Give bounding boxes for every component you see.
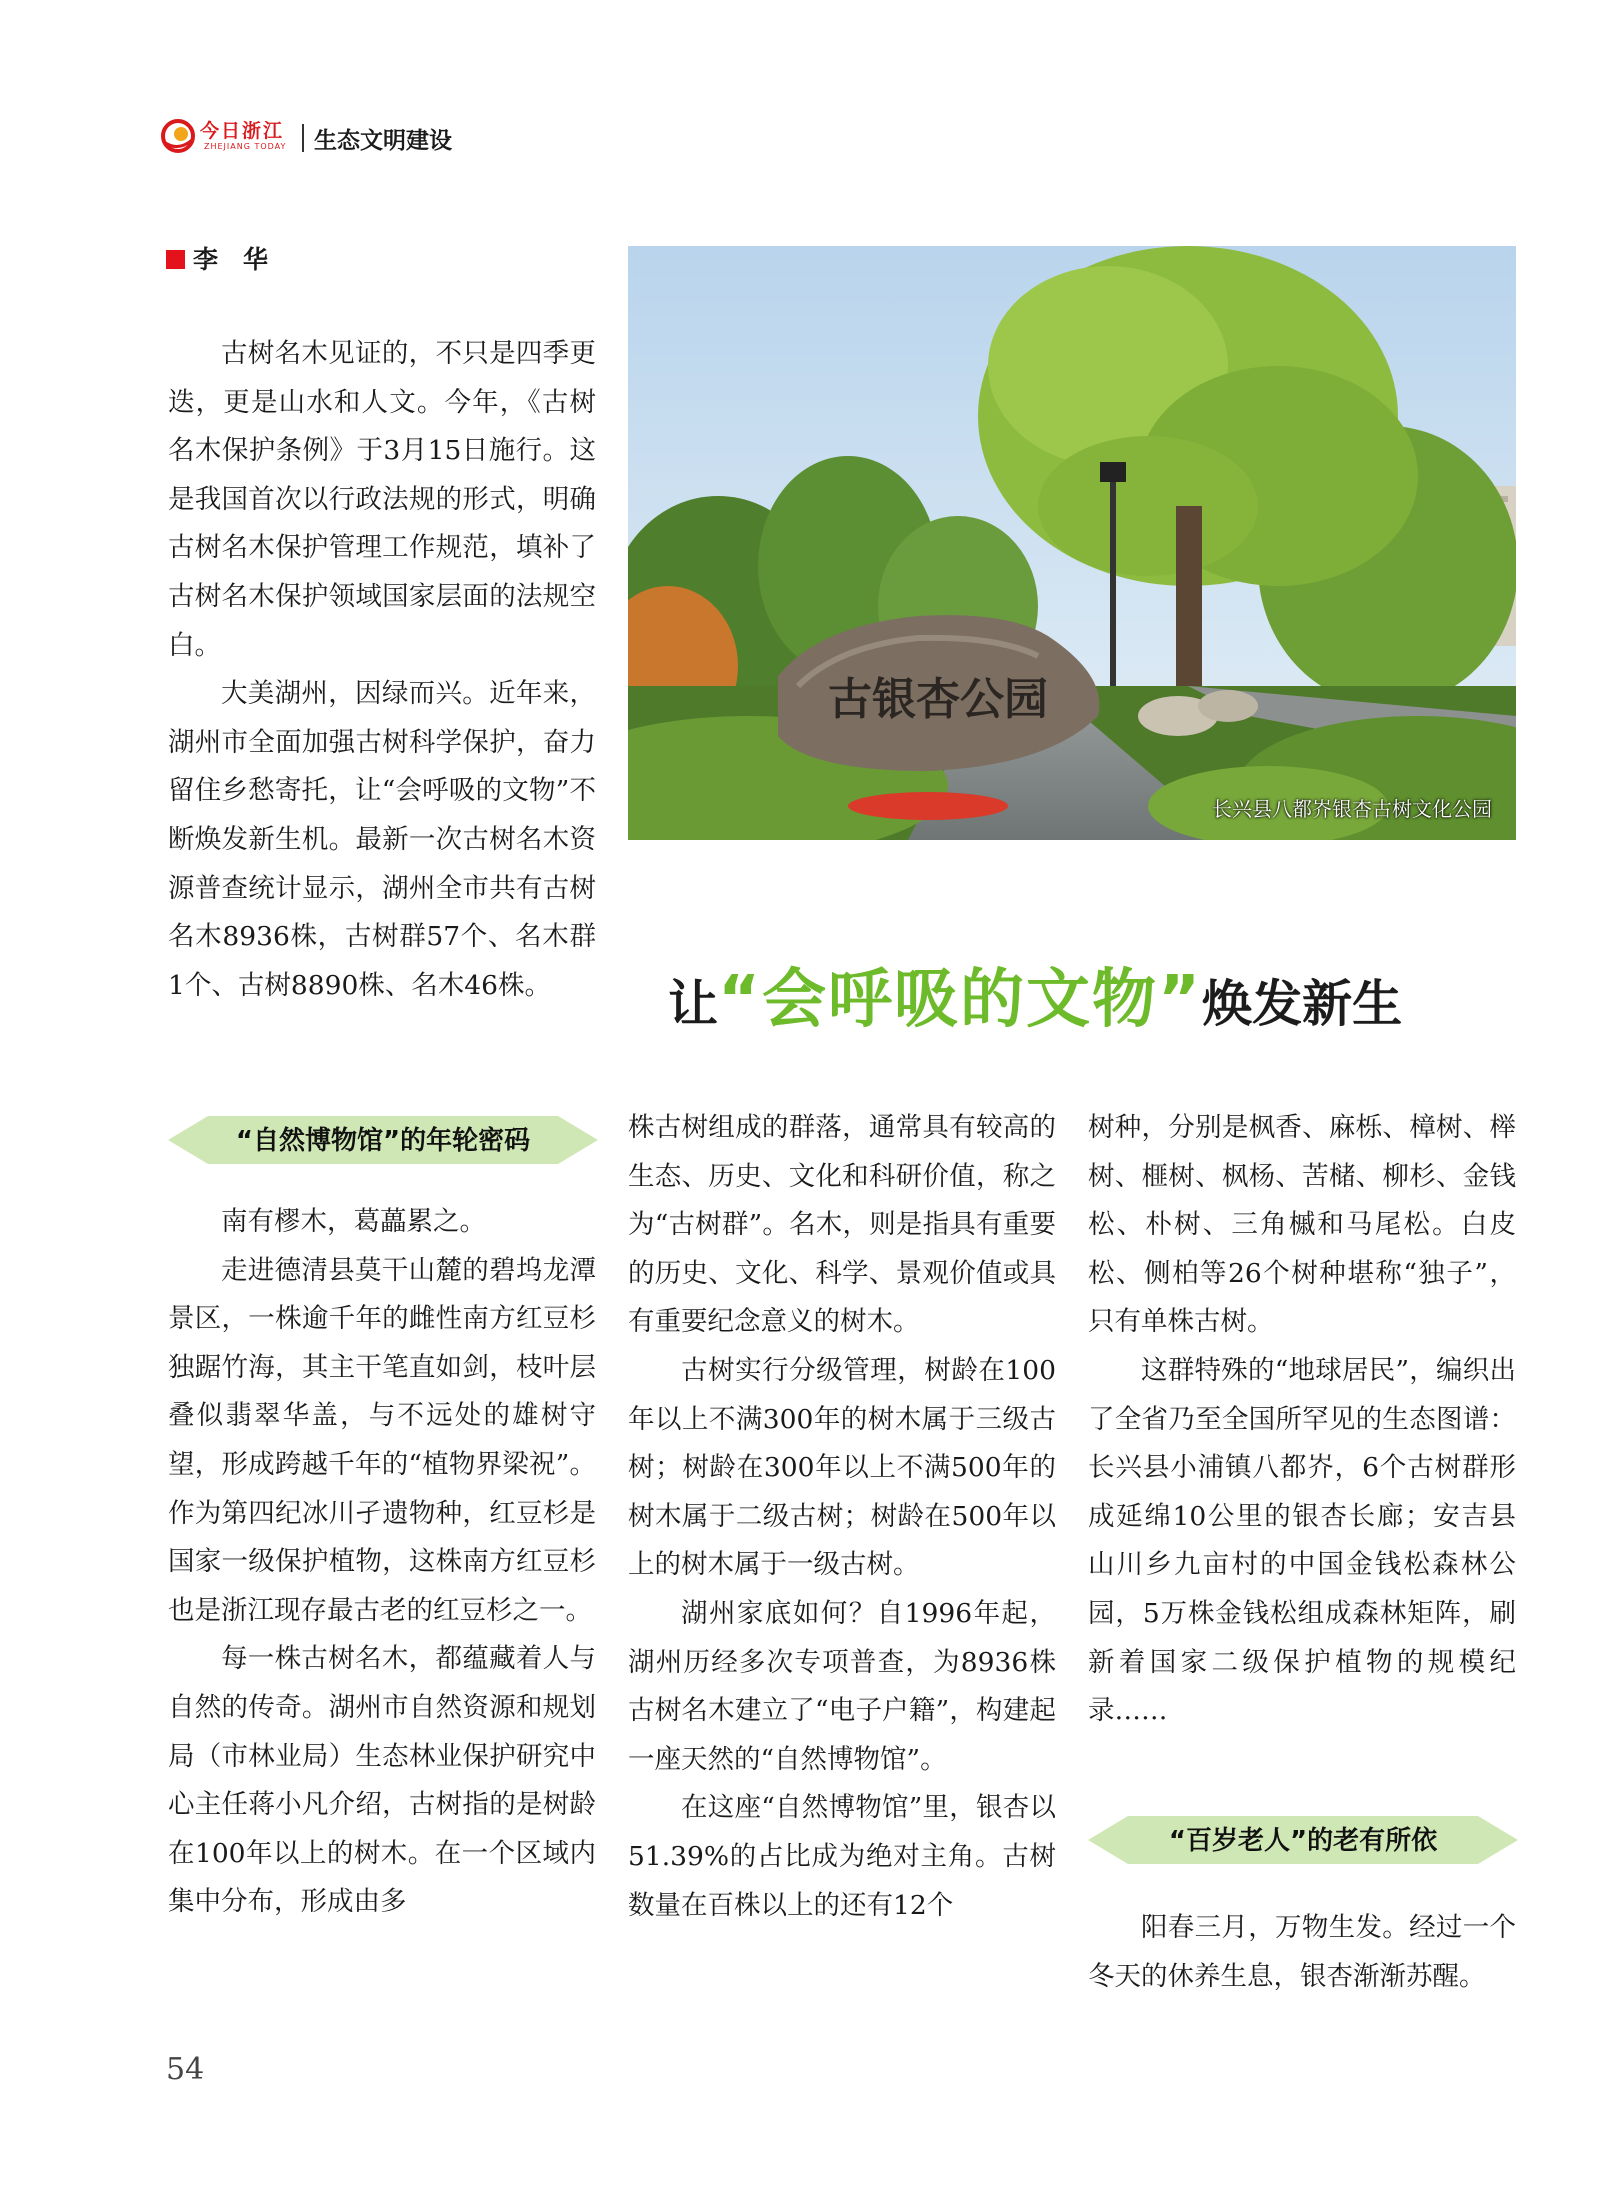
subhead-text: “百岁老人”的老有所依 (1168, 1826, 1438, 1856)
page-number: 54 (166, 2052, 205, 2087)
body-column-3-section-2 (1088, 1904, 1516, 2001)
body-column-1 (168, 1198, 596, 1927)
paragraph: 古树名木见证的，不只是四季更迭，更是山水和人文。今年，《古树名木保护条例》于3月15日施行。这是我国首次以行政法规的形式，明确古树名木保护管理工作规范，填补了古树名木保护领域国家层面的法规空白。 (168, 338, 596, 661)
logo-text: 今日浙江 (200, 120, 285, 142)
section-title: 生态文明建设 (314, 128, 452, 154)
title-prefix: 让 (668, 974, 718, 1033)
logo-subtext: ZHEJIANG TODAY (204, 142, 287, 151)
paragraph: 大美湖州，因绿而兴。近年来，湖州市全面加强古树科学保护，奋力留住乡愁寄托，让“会呼吸的文物”不断焕发新生机。最新一次古树名木资源普查统计显示，湖州全市共有古树名木8936株，古树群57个、名木群1个、古树8890株、名木46株。 (168, 678, 596, 1001)
title-suffix: 焕发新生 (1202, 974, 1403, 1033)
body-column-3 (1088, 1104, 1516, 1736)
header-divider (302, 124, 304, 152)
page-header (160, 118, 760, 158)
subhead-natural-museum (168, 1110, 598, 1170)
photo-caption: 长兴县八都岕银杏古树文化公园 (1212, 797, 1492, 821)
body-column-2 (628, 1104, 1056, 1930)
paragraph: 这群特殊的“地球居民”，编织出了全省乃至全国所罕见的生态图谱：长兴县小浦镇八都岕，6个古树群形成延绵10公里的银杏长廊；安吉县山川乡九亩村的中国金钱松森林公园，5万株金钱松组成森林矩阵，刷新着国家二级保护植物的规模纪录…… (1088, 1354, 1516, 1727)
title-highlight: “会呼吸的文物” (718, 963, 1203, 1037)
author-name: 李 华 (193, 245, 269, 274)
intro-text (168, 330, 596, 1010)
paragraph: 走进德清县莫干山麓的碧坞龙潭景区，一株逾千年的雌性南方红豆杉独踞竹海，其主干笔直如剑，枝叶层叠似翡翠华盖，与不远处的雄树守望，形成跨越千年的“植物界梁祝”。作为第四纪冰川孑遗物种，红豆杉是国家一级保护植物，这株南方红豆杉也是浙江现存最古老的红豆杉之一。 (168, 1254, 596, 1626)
paragraph: 湖州家底如何？自1996年起，湖州历经多次专项普查，为8936株古树名木建立了“电子户籍”，构建起一座天然的“自然博物馆”。 (628, 1597, 1056, 1775)
author-byline (166, 240, 268, 276)
paragraph: 阳春三月，万物生发。经过一个冬天的休养生息，银杏渐渐苏醒。 (1088, 1912, 1516, 1992)
paragraph: 南有樛木，葛藟累之。 (221, 1206, 486, 1237)
logo-icon (160, 118, 196, 154)
park-photo (628, 246, 1516, 840)
author-marker (166, 250, 185, 269)
park-illustration (628, 246, 1516, 840)
paragraph: 在这座“自然博物馆”里，银杏以51.39%的占比成为绝对主角。古树数量在百株以上的还有12个 (628, 1792, 1056, 1921)
paragraph: 每一株古树名木，都蕴藏着人与自然的传奇。湖州市自然资源和规划局（市林业局）生态林业保护研究中心主任蒋小凡介绍，古树指的是树龄在100年以上的树木。在一个区域内集中分布，形成由多 (168, 1643, 596, 1918)
subhead-centenarian (1088, 1810, 1518, 1870)
paragraph: 树种，分别是枫香、麻栎、樟树、榉树、榧树、枫杨、苦槠、柳杉、金钱松、朴树、三角槭和马尾松。白皮松、侧柏等26个树种堪称“独子”，只有单株古树。 (1088, 1112, 1516, 1338)
paragraph: 株古树组成的群落，通常具有较高的生态、历史、文化和科研价值，称之为“古树群”。名木，则是指具有重要的历史、文化、科学、景观价值或具有重要纪念意义的树木。 (628, 1112, 1056, 1338)
subhead-text: “自然博物馆”的年轮密码 (235, 1126, 531, 1156)
article-title (668, 948, 1528, 1038)
stone-inscription: 古银杏公园 (828, 674, 1048, 725)
paragraph: 古树实行分级管理，树龄在100年以上不满300年的树木属于三级古树；树龄在300年以上不满500年的树木属于二级古树；树龄在500年以上的树木属于一级古树。 (628, 1354, 1056, 1581)
